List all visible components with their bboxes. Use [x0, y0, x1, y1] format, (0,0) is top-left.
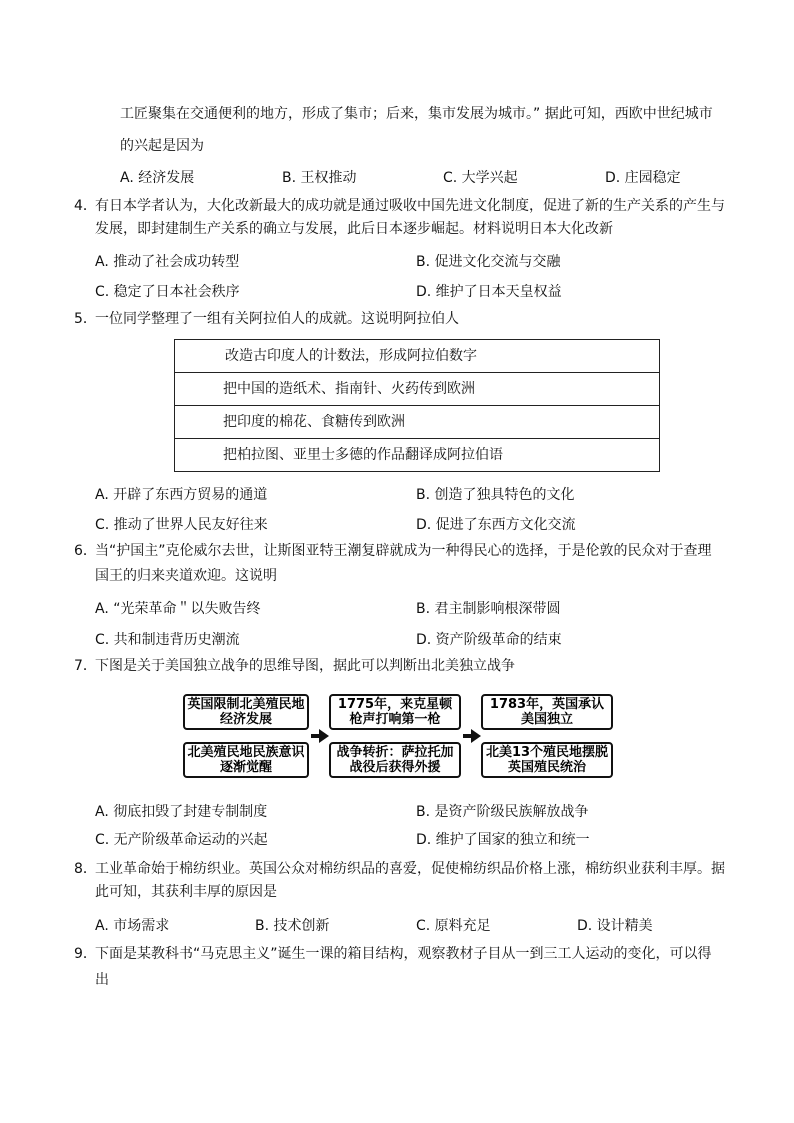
q5-table-row-2: 把中国的造纸术、指南针、火药传到欧洲 [175, 373, 660, 406]
q3-stem-line2: 的兴起是因为 [120, 138, 204, 154]
q3-option-b: B. 王权推动 [282, 170, 357, 186]
q5-option-c: C. 推动了世界人民友好往来 [95, 517, 268, 533]
q4-stem-line1: 有日本学者认为，大化改新最大的成功就是通过吸收中国先进文化制度，促进了新的生产关系的产生与 [95, 198, 725, 214]
q4-option-b: B. 促进文化交流与交融 [416, 254, 561, 270]
q5-number: 5． [74, 311, 97, 327]
q6-option-d: D. 资产阶级革命的结束 [416, 632, 562, 648]
q7-option-d: D. 维护了国家的独立和统一 [416, 832, 590, 848]
q6-stem-line1: 当“护国主”克伦威尔去世，让斯图亚特王潮复辟就成为一种得民心的选择，于是伦敦的民众对于查理 [95, 543, 712, 559]
q3-option-a: A. 经济发展 [120, 170, 195, 186]
q5-option-a: A. 开辟了东西方贸易的通道 [95, 487, 268, 503]
q3-stem-line1: 工匠聚集在交通便利的地方，形成了集市；后来，集市发展为城市。” 据此可知，西欧中世纪城市 [120, 106, 713, 122]
mind-map-result-1: 1783年，英国承认美国独立 [481, 694, 613, 730]
q6-option-a: A. “光荣革命＂以失败告终 [95, 601, 261, 617]
q7-option-b: B. 是资产阶级民族解放战争 [416, 804, 589, 820]
mind-map-result-2: 北美13个殖民地摆脱英国殖民统治 [481, 742, 613, 778]
q7-mind-map [183, 692, 615, 782]
q8-option-c: C. 原料充足 [416, 918, 491, 934]
q5-option-b: B. 创造了独具特色的文化 [416, 487, 575, 503]
q4-option-c: C. 稳定了日本社会秩序 [95, 284, 240, 300]
q6-option-c: C. 共和制违背历史潮流 [95, 632, 240, 648]
mind-map-event-2: 战争转折：萨拉托加战役后获得外援 [329, 742, 461, 778]
q8-number: 8． [74, 861, 97, 877]
q7-number: 7． [74, 658, 97, 674]
q4-option-d: D. 维护了日本天皇权益 [416, 284, 562, 300]
arrow-right-icon [319, 729, 329, 743]
q9-stem-line2: 出 [95, 972, 109, 988]
q8-option-a: A. 市场需求 [95, 918, 170, 934]
q9-stem-line1: 下面是某教科书“马克思主义”诞生一课的箱目结构，观察教材子目从一到三工人运动的变化，可以得 [95, 946, 712, 962]
q7-option-c: C. 无产阶级革命运动的兴起 [95, 832, 268, 848]
q5-table-row-3: 把印度的棉花、食糖传到欧洲 [175, 406, 660, 439]
q4-stem-line2: 发展，即封建制生产关系的确立与发展，此后日本逐步崛起。材料说明日本大化改新 [95, 221, 613, 237]
mind-map-event-1: 1775年，来克星顿枪声打响第一枪 [329, 694, 461, 730]
q7-option-a: A. 彻底扣毁了封建专制制度 [95, 804, 268, 820]
q6-option-b: B. 君主制影响根深带圆 [416, 601, 561, 617]
q8-option-b: B. 技术创新 [255, 918, 330, 934]
q7-stem-line1: 下图是关于美国独立战争的思维导图，据此可以判断出北美独立战争 [95, 658, 515, 674]
q4-option-a: A. 推动了社会成功转型 [95, 254, 240, 270]
q8-stem-line1: 工业革命始于棉纺织业。英国公众对棉纺织品的喜爱，促使棉纺织品价格上涨，棉纺织业获利丰厚。据 [95, 861, 725, 877]
q5-option-d: D. 促进了东西方文化交流 [416, 517, 576, 533]
q9-number: 9． [74, 946, 97, 962]
q5-table-row-4: 把柏拉图、亚里士多德的作品翻译成阿拉伯语 [175, 439, 660, 472]
q6-stem-line2: 国王的归来夹道欢迎。这说明 [95, 568, 277, 584]
q8-option-d: D. 设计精美 [577, 918, 653, 934]
q5-stem-line1: 一位同学整理了一组有关阿拉伯人的成就。这说明阿拉伯人 [95, 311, 459, 327]
q5-achievements-table [174, 339, 660, 472]
q5-table-row-1: 改造古印度人的计数法，形成阿拉伯数字 [175, 340, 660, 373]
arrow-right-icon [471, 729, 481, 743]
mind-map-cause-2: 北美殖民地民族意识逐渐觉醒 [183, 742, 309, 778]
q6-number: 6． [74, 543, 97, 559]
mind-map-cause-1: 英国限制北美殖民地经济发展 [183, 694, 309, 730]
q4-number: 4． [74, 198, 97, 214]
q8-stem-line2: 此可知，其获利丰厚的原因是 [95, 884, 277, 900]
q3-option-c: C. 大学兴起 [443, 170, 518, 186]
q3-option-d: D. 庄园稳定 [605, 170, 681, 186]
